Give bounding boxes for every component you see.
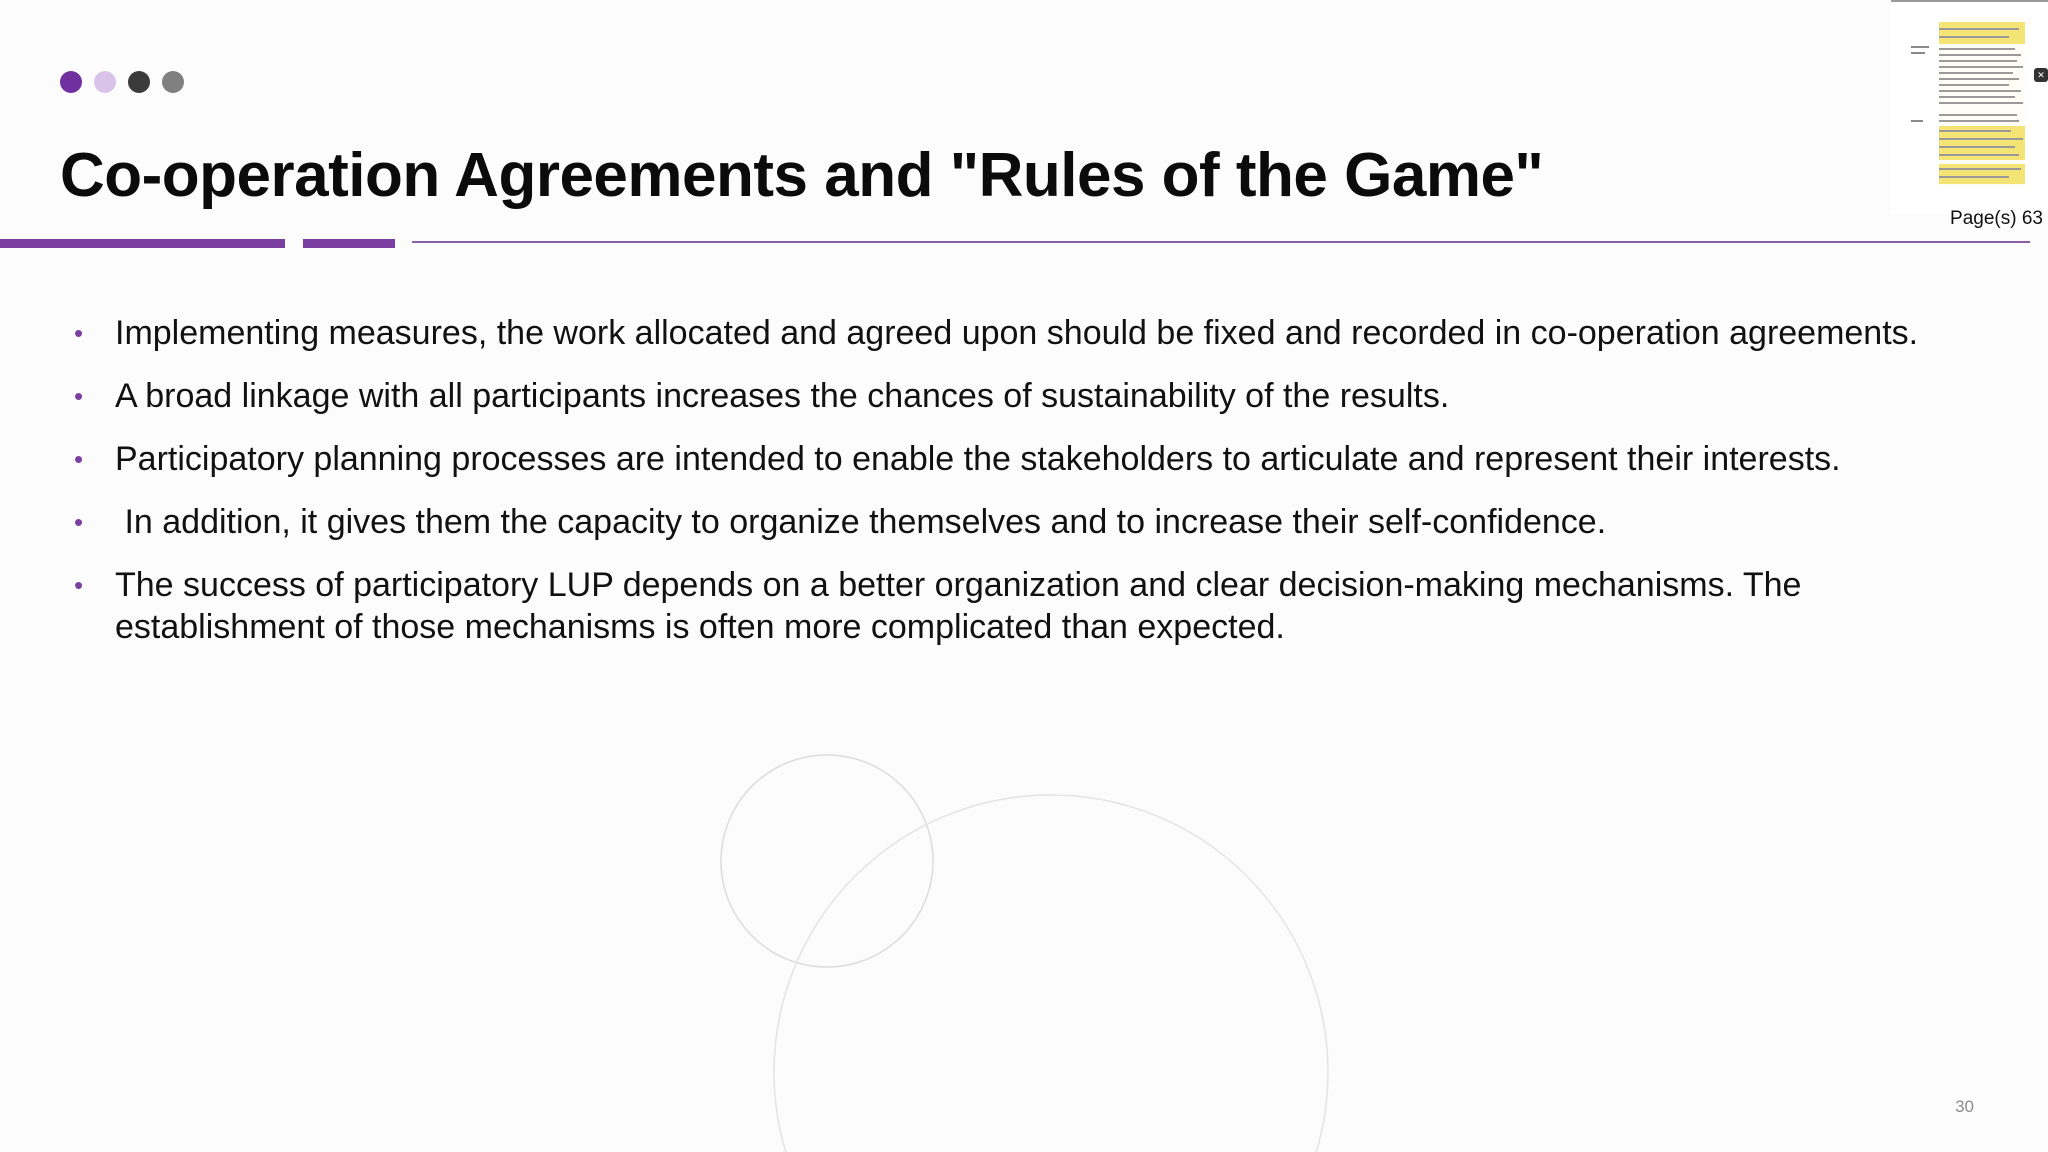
bullet-text: Participatory planning processes are intended to enable the stakeholders to articulate and represent their interests. — [115, 440, 1841, 478]
title-underline-short — [303, 239, 395, 248]
bullet-point-icon: • — [74, 570, 84, 600]
thumbnail-text-line — [1939, 90, 2021, 92]
thumbnail-text-line — [1939, 48, 2015, 50]
thumbnail-text-line — [1939, 176, 2009, 178]
dot-lavender-icon — [94, 71, 116, 93]
slide-title: Co-operation Agreements and "Rules of the Game" — [60, 141, 1544, 210]
bullet-text: The success of participatory LUP depends on a better organization and clear decision-making mechanisms. The establishment of those mechanisms is often more complicated than expected. — [115, 566, 1802, 646]
thumbnail-text-line — [1939, 102, 2023, 104]
bullet-point-icon: • — [74, 444, 84, 474]
page-reference: Page(s) 63 — [1950, 208, 2043, 229]
bullet-point-icon: • — [74, 381, 84, 411]
large-decorative-circle — [774, 795, 1328, 1152]
slide-number: 30 — [1955, 1097, 1974, 1116]
thumbnail-text-line — [1939, 146, 2015, 148]
thumbnail-text-line — [1939, 36, 2009, 38]
thumbnail-margin-note — [1911, 52, 1925, 54]
document-page-thumbnail-icon[interactable] — [1939, 18, 2025, 188]
bullet-item — [74, 312, 1974, 354]
title-underline-long — [0, 239, 285, 248]
dot-purple-icon — [60, 71, 82, 93]
progress-dots — [60, 71, 184, 93]
bullet-list — [74, 312, 1974, 669]
thumbnail-text-line — [1939, 66, 2023, 68]
thumbnail-text-line — [1939, 78, 2019, 80]
thumbnail-margin-note — [1911, 46, 1929, 48]
thumbnail-text-line — [1939, 130, 2011, 132]
small-decorative-circle — [721, 755, 933, 967]
thumbnail-text-line — [1939, 60, 2017, 62]
bullet-text: In addition, it gives them the capacity to organize themselves and to increase their self-confidence. — [115, 503, 1607, 541]
thumbnail-highlight — [1939, 164, 2025, 184]
bullet-point-icon: • — [74, 318, 84, 348]
title-divider-line — [412, 241, 2030, 243]
thumbnail-text-line — [1939, 168, 2021, 170]
thumbnail-text-line — [1939, 84, 2009, 86]
thumbnail-text-line — [1939, 96, 2015, 98]
thumbnail-text-line — [1939, 114, 2017, 116]
dot-gray-icon — [162, 71, 184, 93]
bullet-item — [74, 438, 1974, 480]
bullet-item — [74, 501, 1974, 543]
bullet-text: Implementing measures, the work allocated and agreed upon should be fixed and recorded in co-operation agreements. — [115, 314, 1919, 352]
thumbnail-text-line — [1939, 72, 2013, 74]
thumbnail-text-line — [1939, 54, 2021, 56]
thumbnail-margin-note — [1911, 120, 1923, 122]
thumbnail-text-line — [1939, 120, 2019, 122]
thumbnail-highlight — [1939, 22, 2025, 44]
thumbnail-text-line — [1939, 154, 2019, 156]
bullet-text: A broad linkage with all participants increases the chances of sustainability of the results. — [115, 377, 1450, 415]
thumbnail-text-line — [1939, 28, 2019, 30]
bullet-item — [74, 375, 1974, 417]
dot-dark-gray-icon — [128, 71, 150, 93]
close-icon[interactable]: ✕ — [2034, 68, 2048, 82]
bullet-item — [74, 564, 1974, 648]
thumbnail-text-line — [1939, 138, 2023, 140]
bullet-point-icon: • — [74, 507, 84, 537]
